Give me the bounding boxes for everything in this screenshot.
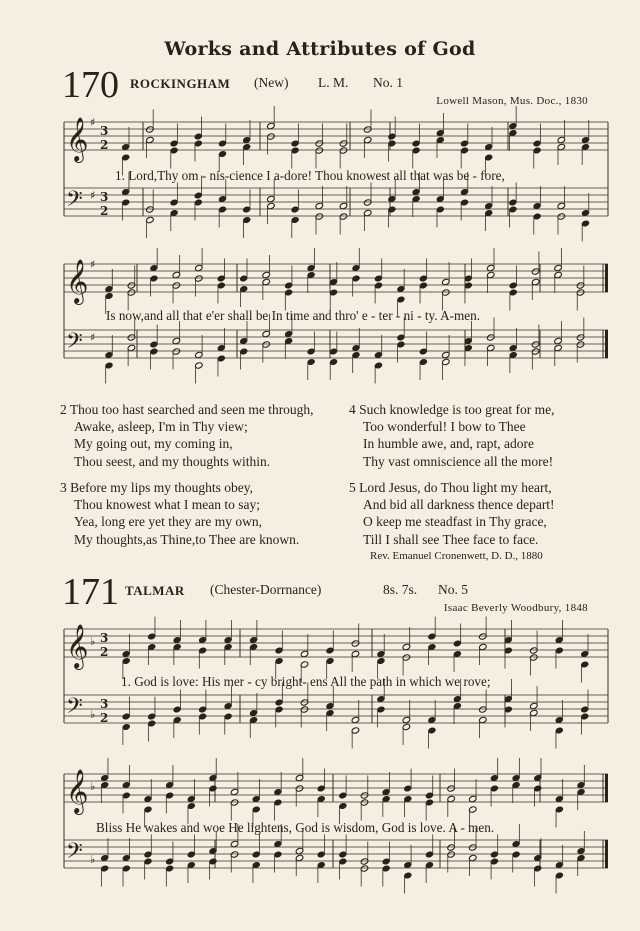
lyric-line: Is now,and all that e'er shall be In time and thro' e - ter - ni - ty. A-men. xyxy=(106,308,481,323)
key-signature-icon: ♯ xyxy=(90,116,96,129)
verse-block xyxy=(349,401,554,470)
time-signature: 2 xyxy=(100,204,109,218)
tune-number: No. 1 xyxy=(373,75,403,90)
final-barline xyxy=(605,840,608,868)
time-signature: 3 xyxy=(100,631,109,645)
composer-credit: Lowell Mason, Mus. Doc., 1830 xyxy=(436,95,588,107)
tune-note: (Chester-Dorrnance) xyxy=(210,582,322,597)
meter: 8s. 7s. xyxy=(383,582,418,597)
treble-clef-icon: 𝄞 xyxy=(66,624,89,668)
treble-clef-icon: 𝄞 xyxy=(66,769,89,813)
time-signature: 2 xyxy=(100,711,109,725)
tune-number: No. 5 xyxy=(438,582,468,597)
verse-line: 2 Thou too hast searched and seen me through, xyxy=(60,402,314,417)
final-barline xyxy=(605,774,608,802)
final-barline xyxy=(605,264,608,292)
time-signature: 2 xyxy=(100,645,109,659)
meter: L. M. xyxy=(318,75,349,90)
key-signature-icon: ♭ xyxy=(90,853,96,866)
final-barline xyxy=(605,330,608,358)
key-signature-icon: ♯ xyxy=(90,331,96,344)
lyric-line: 1. Lord,Thy om - nis-cience I a-dore! Thou knowest all that was be - fore, xyxy=(115,168,505,183)
lyric-line: 1. God is love: His mer - cy bright- ens All the path in which we rove; xyxy=(121,674,491,689)
author-credit: Rev. Emanuel Cronenwett, D. D., 1880 xyxy=(370,550,543,562)
verse-block xyxy=(60,401,314,470)
tune-name: ROCKINGHAM xyxy=(130,76,231,91)
verse-line: Awake, asleep, I'm in Thy view; xyxy=(74,419,248,435)
verse-line: Too wonderful! I bow to Thee xyxy=(363,419,526,435)
verse-line: And bid all darkness thence depart! xyxy=(363,497,555,513)
verse-block xyxy=(349,479,555,548)
verse-line: O keep me steadfast in Thy grace, xyxy=(363,514,547,530)
verse-line: 4 Such knowledge is too great for me, xyxy=(349,402,555,417)
verse-line: 3 Before my lips my thoughts obey, xyxy=(60,480,253,495)
hymn-number: 170 xyxy=(62,64,119,106)
verse-line: Till I shall see Thee face to face. xyxy=(363,531,539,547)
key-signature-icon: ♭ xyxy=(90,635,96,648)
verse-line: Thou knowest what I mean to say; xyxy=(74,497,260,513)
treble-clef-icon: 𝄞 xyxy=(66,259,89,303)
key-signature-icon: ♯ xyxy=(90,258,96,271)
verse-block xyxy=(60,479,299,548)
verse-line: Thy vast omniscience all the more! xyxy=(363,453,554,469)
page-title: Works and Attributes of God xyxy=(164,38,476,60)
key-signature-icon: ♭ xyxy=(90,780,96,793)
verse-line: Yea, long ere yet they are my own, xyxy=(74,514,262,530)
verse-line: My going out, my coming in, xyxy=(74,436,233,452)
treble-clef-icon: 𝄞 xyxy=(66,117,89,161)
composer-credit: Isaac Beverly Woodbury, 1848 xyxy=(443,602,588,614)
time-signature: 3 xyxy=(100,190,109,204)
hymn-number: 171 xyxy=(62,571,119,613)
tune-name: TALMAR xyxy=(125,583,185,598)
verse-line: My thoughts,as Thine,to Thee are known. xyxy=(74,531,300,547)
verse-line: 5 Lord Jesus, do Thou light my heart, xyxy=(349,480,552,495)
time-signature: 2 xyxy=(100,138,109,152)
lyric-line: Bliss He wakes and woe He lightens, God is wisdom, God is love. A - men. xyxy=(96,820,495,835)
bass-clef-icon: 𝄢 xyxy=(66,187,83,217)
time-signature: 3 xyxy=(100,124,109,138)
tune-note: (New) xyxy=(254,75,289,90)
time-signature: 3 xyxy=(100,697,109,711)
bass-clef-icon: 𝄢 xyxy=(66,694,83,724)
key-signature-icon: ♭ xyxy=(90,708,96,721)
verse-line: In humble awe, and, rapt, adore xyxy=(363,436,534,452)
key-signature-icon: ♯ xyxy=(90,189,96,202)
bass-clef-icon: 𝄢 xyxy=(66,839,83,869)
verse-line: Thou seest, and my thoughts within. xyxy=(74,453,271,469)
bass-clef-icon: 𝄢 xyxy=(66,329,83,359)
